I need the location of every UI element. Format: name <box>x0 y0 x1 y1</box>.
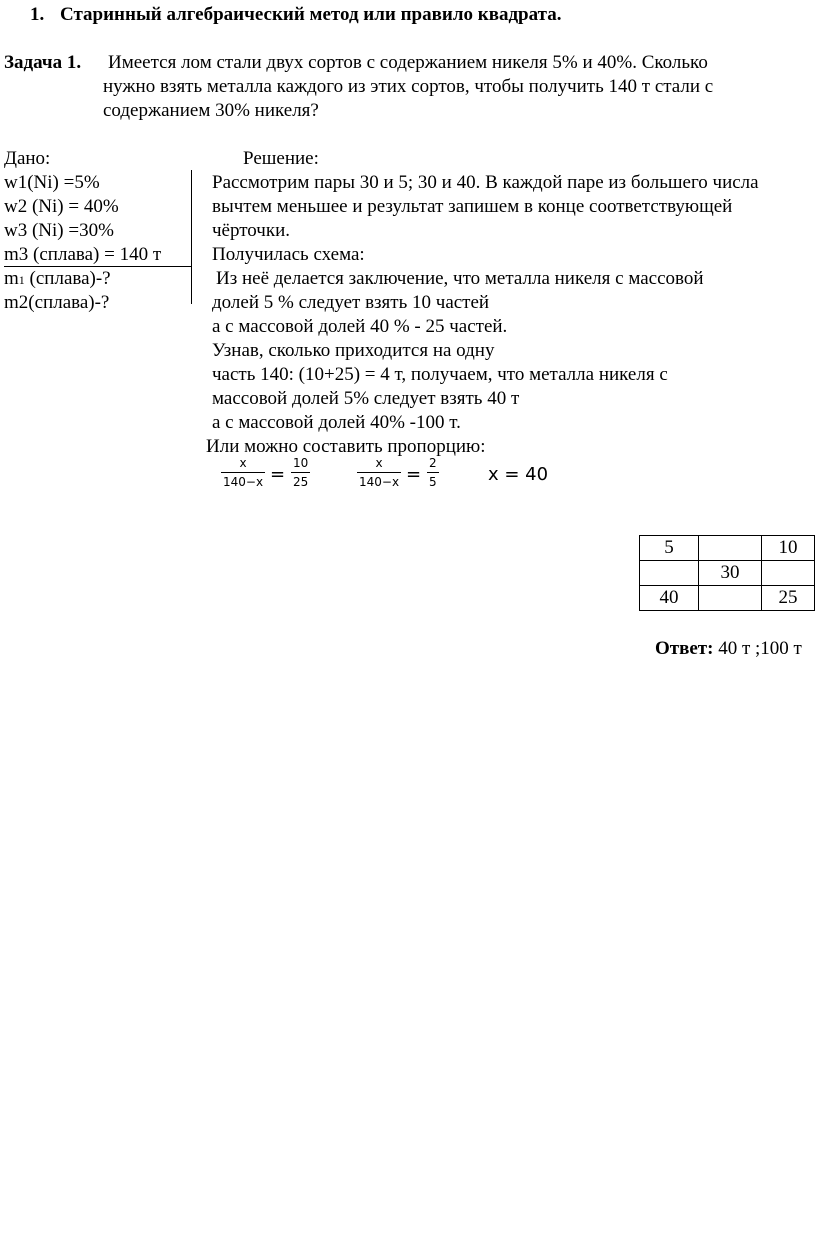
solution-line: часть 140: (10+25) = 4 т, получаем, что металла никеля с <box>212 364 668 385</box>
solution-line: Или можно составить пропорцию: <box>206 436 486 457</box>
fraction-numerator: 2 <box>429 456 437 470</box>
table-cell <box>640 561 699 586</box>
fraction-10-over-25 <box>291 456 310 489</box>
fraction-2-over-5 <box>427 456 439 489</box>
table-cell <box>699 586 762 611</box>
find-m1-subscript: 1 <box>18 273 25 287</box>
solution-line: Узнав, сколько приходится на одну <box>212 340 495 361</box>
table-cell <box>762 561 815 586</box>
table-cell: 30 <box>699 561 762 586</box>
solution-line: Получилась схема: <box>212 244 365 265</box>
task-text-line1: Имеется лом стали двух сортов с содержанием никеля 5% и 40%. Сколько <box>108 52 708 73</box>
task-text-line3: содержанием 30% никеля? <box>103 100 319 121</box>
fraction-denominator: 140−x <box>223 475 264 489</box>
scheme-table <box>639 535 815 611</box>
given-item-w3: w3 (Ni) =30% <box>4 220 114 241</box>
solution-line: вычтем меньшее и результат запишем в конце соответствующей <box>212 196 733 217</box>
solution-line: Из неё делается заключение, что металла никеля с массовой <box>216 268 704 289</box>
fraction-denominator: 5 <box>429 475 437 489</box>
solution-line: массовой долей 5% следует взять 40 т <box>212 388 520 409</box>
table-cell <box>699 536 762 561</box>
given-divider-horizontal <box>4 266 191 267</box>
table-row <box>640 536 815 561</box>
table-cell: 5 <box>640 536 699 561</box>
table-cell: 40 <box>640 586 699 611</box>
solution-line: чёрточки. <box>212 220 291 241</box>
find-m2: m2(сплава)-? <box>4 292 110 313</box>
equals-sign: = <box>406 464 422 485</box>
solution-line: долей 5 % следует взять 10 частей <box>212 292 490 313</box>
table-row <box>640 561 815 586</box>
task-text-line2: нужно взять металла каждого из этих сортов, чтобы получить 140 т стали с <box>103 76 714 97</box>
fraction-bar <box>221 472 265 473</box>
given-divider-vertical <box>191 170 192 304</box>
page-title: Старинный алгебраический метод или правило квадрата. <box>60 4 562 25</box>
given-item-m3: m3 (сплава) = 140 т <box>4 244 162 265</box>
given-item-w1: w1(Ni) =5% <box>4 172 100 193</box>
task-label: Задача 1. <box>4 52 82 73</box>
solution-line: Рассмотрим пары 30 и 5; 30 и 40. В каждой паре из большего числа <box>212 172 759 193</box>
fraction-numerator: x <box>375 456 383 470</box>
fraction-x-over-140-minus-x <box>357 456 401 489</box>
heading-number: 1. <box>30 4 45 25</box>
solution-line: а с массовой долей 40% -100 т. <box>212 412 461 433</box>
fraction-bar <box>291 472 310 473</box>
fraction-x-over-140-minus-x <box>221 456 265 489</box>
answer-label: Ответ: <box>655 638 714 659</box>
given-item-w2: w2 (Ni) = 40% <box>4 196 119 217</box>
table-cell: 25 <box>762 586 815 611</box>
answer-value: 40 т ;100 т <box>713 638 802 659</box>
fraction-denominator: 25 <box>293 475 309 489</box>
answer <box>655 638 802 660</box>
fraction-denominator: 140−x <box>359 475 400 489</box>
find-m1 <box>4 268 111 291</box>
fraction-numerator: 10 <box>293 456 309 470</box>
fraction-bar <box>357 472 401 473</box>
proportion-result: x = 40 <box>488 464 549 485</box>
find-m1-base: m <box>4 268 19 289</box>
find-m1-rest: (сплава)-? <box>24 268 111 289</box>
solution-line: а с массовой долей 40 % - 25 частей. <box>212 316 508 337</box>
equals-sign: = <box>270 464 286 485</box>
fraction-numerator: x <box>239 456 247 470</box>
table-cell: 10 <box>762 536 815 561</box>
fraction-bar <box>427 472 439 473</box>
solution-title: Решение: <box>243 148 319 169</box>
table-row <box>640 586 815 611</box>
given-title: Дано: <box>4 148 51 169</box>
